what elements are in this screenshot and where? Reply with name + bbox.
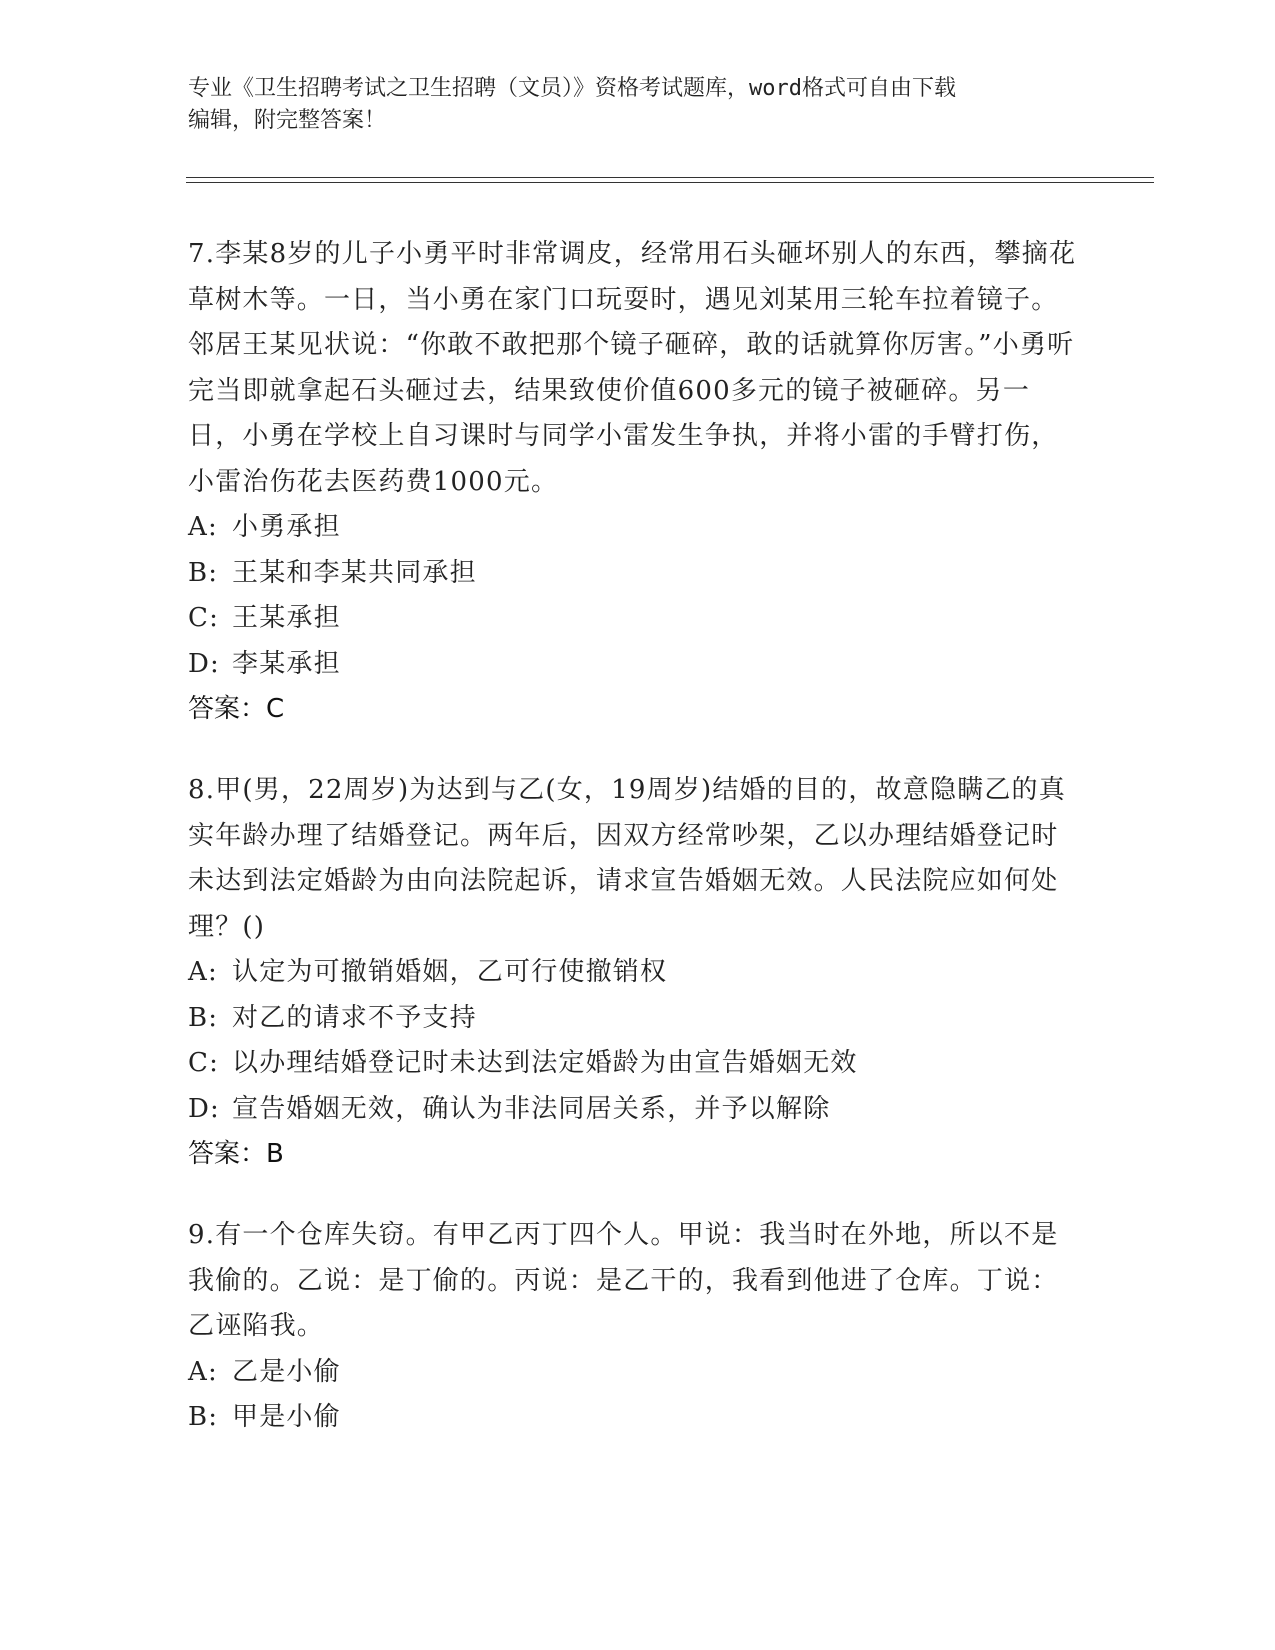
option-letter: C: (188, 1048, 220, 1078)
option-letter: B: (188, 557, 219, 588)
question-7 (188, 232, 1078, 732)
option-a (188, 505, 1078, 551)
question-stem: 8.甲(男，22周岁)为达到与乙(女，19周岁)结婚的目的，故意隐瞒乙的真实年龄办理了结婚登记。两年后，因双方经常吵架，乙以办理结婚登记时未达到法定婚龄为由向法院起诉，请求宣告婚姻无效。人民法院应如何处理？() (188, 775, 1066, 942)
option-text: 小勇承担 (232, 512, 341, 542)
option-a (188, 1350, 1078, 1396)
option-letter: C: (188, 603, 220, 633)
option-text: 宣告婚姻无效，确认为非法同居关系，并予以解除 (232, 1093, 831, 1124)
header-line-1: 专业《卫生招聘考试之卫生招聘（文员）》资格考试题库，word格式可自由下载 (188, 76, 956, 101)
option-text: 乙是小偷 (232, 1356, 341, 1387)
option-text: 以办理结婚登记时未达到法定婚龄为由宣告婚姻无效 (232, 1048, 858, 1078)
answer-line: 答案：C (188, 694, 285, 724)
document-header (188, 73, 1068, 137)
option-text: 李某承担 (232, 648, 341, 679)
option-text: 王某和李某共同承担 (232, 557, 477, 588)
option-c (188, 596, 1078, 642)
header-divider (186, 177, 1154, 183)
question-9 (188, 1213, 1078, 1441)
option-text: 甲是小偷 (232, 1402, 341, 1432)
option-c (188, 1041, 1078, 1087)
option-text: 对乙的请求不予支持 (232, 1002, 477, 1033)
question-stem: 9.有一个仓库失窃。有甲乙丙丁四个人。甲说：我当时在外地，所以不是我偷的。乙说：是丁偷的。丙说：是乙干的，我看到他进了仓库。丁说：乙诬陷我。 (188, 1220, 1059, 1341)
question-8 (188, 768, 1078, 1177)
option-letter: A: (188, 512, 218, 542)
header-line-2: 编辑，附完整答案！ (188, 108, 387, 133)
option-letter: B: (188, 1002, 219, 1033)
option-b (188, 551, 1078, 597)
option-d (188, 1087, 1078, 1133)
option-letter: B: (188, 1402, 219, 1432)
option-text: 王某承担 (232, 603, 341, 633)
option-b (188, 996, 1078, 1042)
question-stem: 7.李某8岁的儿子小勇平时非常调皮，经常用石头砸坏别人的东西，攀摘花草树木等。一日，当小勇在家门口玩耍时，遇见刘某用三轮车拉着镜子。邻居王某见状说：“你敢不敢把那个镜子砸碎，敢的话就算你厉害。”小勇听完当即就拿起石头砸过去，结果致使价值600多元的镜子被砸碎。另一日，小勇在学校上自习课时与同学小雷发生争执，并将小雷的手臂打伤，小雷治伤花去医药费1000元。 (188, 239, 1077, 497)
option-b (188, 1395, 1078, 1441)
option-text: 认定为可撤销婚姻，乙可行使撤销权 (232, 957, 668, 987)
option-letter: D: (188, 648, 221, 679)
option-letter: D: (188, 1093, 221, 1124)
option-letter: A: (188, 957, 218, 987)
question-list (188, 232, 1078, 1477)
option-d (188, 642, 1078, 688)
option-letter: A: (188, 1356, 218, 1387)
answer-line: 答案：B (188, 1139, 284, 1169)
option-a (188, 950, 1078, 996)
